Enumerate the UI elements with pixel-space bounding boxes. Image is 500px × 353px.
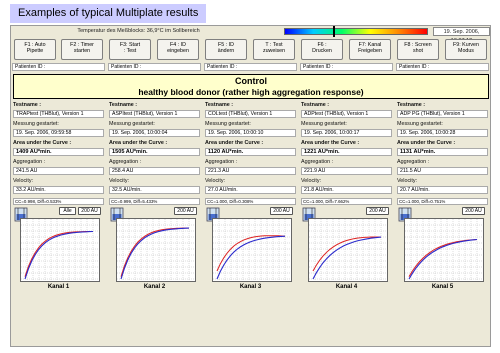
scale-200au-button[interactable]: 200 AU (78, 207, 101, 215)
channel-label: Kanal 3 (239, 284, 262, 290)
channel-column-3 (204, 101, 297, 347)
auto-pipette-button[interactable]: F1 : Auto Pipette (14, 39, 56, 60)
velocity-label: Velocity: (301, 178, 322, 184)
color-scale-marker (333, 26, 335, 37)
print-button[interactable]: F6 : Drucken (301, 39, 343, 60)
assign-test-button[interactable]: T : Test zuweisen (253, 39, 295, 60)
patient-id-field-3[interactable]: Patienten ID : (204, 63, 297, 71)
channel-label: Kanal 2 (143, 284, 166, 290)
measurement-started-value: 19. Sep. 2006, 09:59:58 (13, 129, 104, 137)
enter-id-button[interactable]: F4 : ID eingeben (157, 39, 199, 60)
velocity-label: Velocity: (13, 178, 34, 184)
testname-label: Testname : (13, 102, 42, 108)
auc-value: 1131 AU*min. (397, 148, 488, 156)
velocity-value: 32.5 AU/min. (109, 186, 200, 194)
aggregation-graph (308, 218, 388, 282)
start-test-button[interactable]: F3: Start : Test (109, 39, 151, 60)
function-toolbar (11, 38, 490, 62)
testname-value: TRAPtest (THBlut), Version 1 (13, 110, 104, 118)
testname-value: COLtest (THBlut), Version 1 (205, 110, 296, 118)
testname-label: Testname : (397, 102, 426, 108)
auc-label: Area under the Curve : (13, 140, 72, 146)
measurement-started-value: 19. Sep. 2006, 10:00:04 (109, 129, 200, 137)
channel-column-1 (12, 101, 105, 347)
aggregation-value: 211.5 AU (397, 167, 488, 175)
change-id-button[interactable]: F5 : ID ändern (205, 39, 247, 60)
testname-label: Testname : (205, 102, 234, 108)
aggregation-label: Aggregation : (301, 159, 334, 165)
channel-label: Kanal 4 (335, 284, 358, 290)
slide-title: Examples of typical Multiplate results (10, 4, 206, 23)
curve-electrode-2 (217, 236, 285, 271)
auc-value: 1120 AU*min. (205, 148, 296, 156)
auc-label: Area under the Curve : (301, 140, 360, 146)
curve-electrode-1 (217, 236, 285, 279)
curve-parameters: CC=0.999, Diff=5.433% (109, 198, 200, 205)
curve-parameters: CC=1.000, Diff=7.662% (301, 198, 392, 205)
banner-title: Control (235, 76, 267, 86)
timer-start-button[interactable]: F2 : Timer starten (61, 39, 103, 60)
auc-value: 1409 AU*min. (13, 148, 104, 156)
scale-200au-button[interactable]: 200 AU (270, 207, 293, 215)
patient-id-field-4[interactable]: Patienten ID : (300, 63, 393, 71)
velocity-label: Velocity: (397, 178, 418, 184)
measurement-started-label: Messung gestartet: (301, 121, 347, 127)
curve-electrode-2 (313, 237, 381, 271)
auc-value: 1221 AU*min. (301, 148, 392, 156)
channel-column-2 (108, 101, 201, 347)
patient-id-field-2[interactable]: Patienten ID : (108, 63, 201, 71)
datetime-display: 19. Sep. 2006, (433, 27, 490, 36)
curve-parameters: CC=0.998, Diff=0.533% (13, 198, 104, 205)
status-bar (11, 26, 490, 37)
aggregation-curve-plot (21, 219, 99, 281)
curve-mode-button[interactable]: F9: Kurven Modus (445, 39, 487, 60)
aggregation-curve-plot (213, 219, 291, 281)
velocity-value: 27.0 AU/min. (205, 186, 296, 194)
velocity-value: 33.2 AU/min. (13, 186, 104, 194)
banner-subtitle: healthy blood donor (rather high aggregation response) (138, 87, 364, 97)
curve-electrode-1 (313, 237, 381, 279)
aggregation-label: Aggregation : (397, 159, 430, 165)
screenshot-button[interactable]: F8 : Screen shot (397, 39, 439, 60)
measurement-started-value: 19. Sep. 2006, 10:00:10 (205, 129, 296, 137)
color-scale-bar (284, 28, 428, 35)
measurement-started-label: Messung gestartet: (397, 121, 443, 127)
testname-label: Testname : (301, 102, 330, 108)
measurement-started-value: 19. Sep. 2006, 10:00:28 (397, 129, 488, 137)
aggregation-value: 221.3 AU (205, 167, 296, 175)
curve-parameters: CC=1.000, Diff=0.308% (205, 198, 296, 205)
release-channel-button[interactable]: F7: Kanal Freigeben (349, 39, 391, 60)
temperature-status: Temperatur des Meßblocks: 36,9°C im Sollbereich (77, 28, 200, 34)
annotation-banner (13, 74, 489, 99)
aggregation-graph (116, 218, 196, 282)
patient-id-field-1[interactable]: Patienten ID : (12, 63, 105, 71)
testname-value: ADPtest (THBlut), Version 1 (301, 110, 392, 118)
patient-id-row (11, 63, 490, 71)
channel-label: Kanal 5 (431, 284, 454, 290)
testname-value: ADP PG (THBlut), Version 1 (397, 110, 488, 118)
velocity-value: 21.8 AU/min. (301, 186, 392, 194)
auc-label: Area under the Curve : (397, 140, 456, 146)
testname-label: Testname : (109, 102, 138, 108)
aggregation-label: Aggregation : (109, 159, 142, 165)
velocity-value: 20.7 AU/min. (397, 186, 488, 194)
aggregation-graph (212, 218, 292, 282)
channel-label: Kanal 1 (47, 284, 70, 290)
measurement-started-label: Messung gestartet: (13, 121, 59, 127)
patient-id-field-5[interactable]: Patienten ID : (396, 63, 489, 71)
channel-column-4 (300, 101, 393, 347)
auc-value: 1505 AU*min. (109, 148, 200, 156)
curve-electrode-2 (409, 240, 477, 277)
scale-200au-button[interactable]: 200 AU (366, 207, 389, 215)
aggregation-label: Aggregation : (205, 159, 238, 165)
measurement-started-label: Messung gestartet: (109, 121, 155, 127)
aggregation-value: 221.9 AU (301, 167, 392, 175)
testname-value: ASPItest (THBlut), Version 1 (109, 110, 200, 118)
curve-electrode-1 (121, 228, 189, 279)
aggregation-value: 258.4 AU (109, 167, 200, 175)
all-channels-button[interactable]: Alle (59, 207, 76, 215)
aggregation-value: 241.5 AU (13, 167, 104, 175)
aggregation-graph (404, 218, 484, 282)
aggregation-curve-plot (405, 219, 483, 281)
channel-column-5 (396, 101, 489, 347)
auc-label: Area under the Curve : (109, 140, 168, 146)
scale-200au-button[interactable]: 200 AU (462, 207, 485, 215)
auc-label: Area under the Curve : (205, 140, 264, 146)
scale-200au-button[interactable]: 200 AU (174, 207, 197, 215)
aggregation-label: Aggregation : (13, 159, 46, 165)
measurement-started-label: Messung gestartet: (205, 121, 251, 127)
curve-parameters: CC=1.000, Diff=0.751% (397, 198, 488, 205)
aggregation-graph (20, 218, 100, 282)
measurement-started-value: 19. Sep. 2006, 10:00:17 (301, 129, 392, 137)
velocity-label: Velocity: (205, 178, 226, 184)
aggregation-curve-plot (309, 219, 387, 281)
multiplate-window (10, 25, 491, 347)
aggregation-curve-plot (117, 219, 195, 281)
velocity-label: Velocity: (109, 178, 130, 184)
